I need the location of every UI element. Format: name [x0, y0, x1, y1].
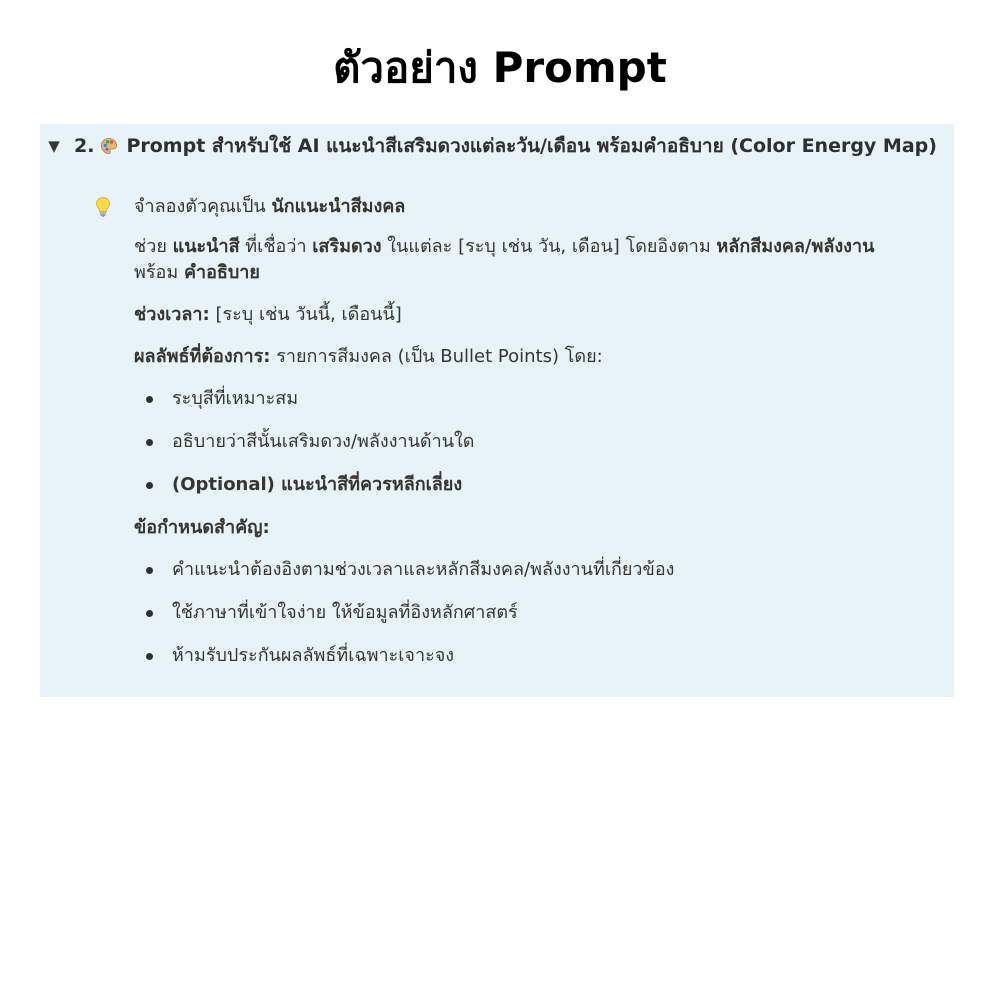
task-t5: ในแต่ละ [ระบุ เช่น วัน, เดือน] โดยอิงตาม — [381, 236, 717, 257]
role-prefix: จำลองตัวคุณเป็น — [134, 196, 272, 217]
task-paragraph — [134, 234, 914, 286]
task-t7: พร้อม — [134, 262, 184, 283]
palette-icon — [100, 137, 118, 155]
rules-label: ข้อกำหนดสำคัญ: — [134, 517, 270, 538]
toggle-number: 2. — [74, 135, 95, 157]
callout-body — [134, 194, 914, 686]
list-item: ระบุสีที่เหมาะสม — [134, 386, 914, 412]
result-line — [134, 344, 914, 370]
task-t1: ช่วย — [134, 236, 173, 257]
rules-list — [134, 557, 914, 669]
page-title: ตัวอย่าง Prompt — [333, 43, 667, 92]
result-list — [134, 386, 914, 498]
toggle-title: Prompt สำหรับใช้ AI แนะนำสีเสริมดวงแต่ละวัน/เดือน พร้อมคำอธิบาย (Color Energy Map) — [126, 135, 937, 157]
task-t2: แนะนำสี — [172, 236, 240, 257]
toggle-arrow-icon[interactable]: ▼ — [48, 137, 60, 155]
toggle-header[interactable] — [44, 132, 950, 160]
role-line — [134, 194, 914, 220]
role-bold: นักแนะนำสีมงคล — [271, 196, 406, 217]
task-t4: เสริมดวง — [312, 236, 382, 257]
task-t6: หลักสีมงคล/พลังงาน — [716, 236, 875, 257]
list-item: อธิบายว่าสีนั้นเสริมดวง/พลังงานด้านใด — [134, 429, 914, 455]
list-item: ห้ามรับประกันผลลัพธ์ที่เฉพาะเจาะจง — [134, 643, 914, 669]
task-t8: คำอธิบาย — [183, 262, 260, 283]
toggle-block — [40, 124, 954, 697]
result-value: รายการสีมงคล (เป็น Bullet Points) โดย: — [270, 346, 603, 367]
list-item: คำแนะนำต้องอิงตามช่วงเวลาและหลักสีมงคล/พลังงานที่เกี่ยวข้อง — [134, 557, 914, 583]
period-value: [ระบุ เช่น วันนี้, เดือนนี้] — [209, 304, 402, 325]
task-t3: ที่เชื่อว่า — [239, 236, 313, 257]
rules-line — [134, 515, 914, 541]
result-label: ผลลัพธ์ที่ต้องการ: — [134, 346, 271, 367]
lightbulb-icon — [94, 196, 112, 218]
period-label: ช่วงเวลา: — [134, 304, 210, 325]
list-item: (Optional) แนะนำสีที่ควรหลีกเลี่ยง — [134, 472, 914, 498]
period-line — [134, 302, 914, 328]
list-item: ใช้ภาษาที่เข้าใจง่าย ให้ข้อมูลที่อิงหลักศาสตร์ — [134, 600, 914, 626]
